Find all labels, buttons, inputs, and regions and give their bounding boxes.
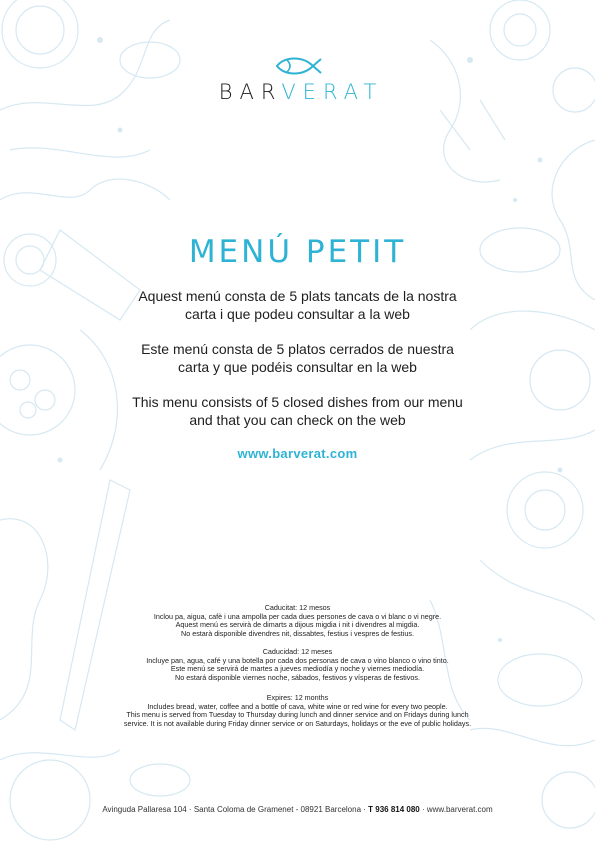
- footer-phone[interactable]: T 936 814 080: [368, 805, 420, 814]
- footer-web[interactable]: · www.barverat.com: [419, 805, 493, 814]
- brand-name-dark: BAR: [218, 80, 282, 104]
- footer-address: Avinguda Pallaresa 104 · Santa Coloma de Gramenet - 08921 Barcelona ·: [102, 805, 369, 814]
- fine-print-spanish: Caducidad: 12 meses Incluye pan, agua, café y una botella por cada dos personas de cava o vino blanco o vino tinto. Este menú se servirá de martes a jueves mediodía y noche y viernes mediodía. No estará disponible viernes noche, sábados, festivos y vísperas de festivos.: [146, 647, 449, 682]
- fish-icon: [273, 54, 323, 78]
- description-catalan: Aquest menú consta de 5 plats tancats de la nostra carta i que podeu consultar a la web: [138, 288, 457, 322]
- website-link[interactable]: www.barverat.com: [237, 446, 358, 461]
- brand-name-accent: VERAT: [281, 80, 384, 104]
- fine-print-english: Expires: 12 months Includes bread, water, coffee and a bottle of cava, white wine or red wine for every two people. This menu is served from Tuesday to Thursday during lunch and dinner service and on Fridays during lunch service. It is not available during Friday dinner service or on Saturdays, holidays or the eve of public holidays.: [123, 693, 472, 728]
- fine-print-catalan: Caducitat: 12 mesos Inclou pa, aigua, cafè i una ampolla per cada dues persones de cava o vi blanc o vi negre. Aquest menú es servirà de dimarts a dijous migdia i nit i divendres al migdia. No estarà disponible divendres nit, dissabtes, festius i vespres de festius.: [153, 603, 442, 638]
- menu-title: MENÚ PETIT: [188, 233, 407, 270]
- description-spanish: Este menú consta de 5 platos cerrados de nuestra carta y que podéis consultar en la web: [141, 341, 454, 375]
- footer-contact: [0, 805, 595, 814]
- brand-logo: [0, 80, 595, 104]
- description-english: This menu consists of 5 closed dishes from our menu and that you can check on the web: [132, 394, 463, 428]
